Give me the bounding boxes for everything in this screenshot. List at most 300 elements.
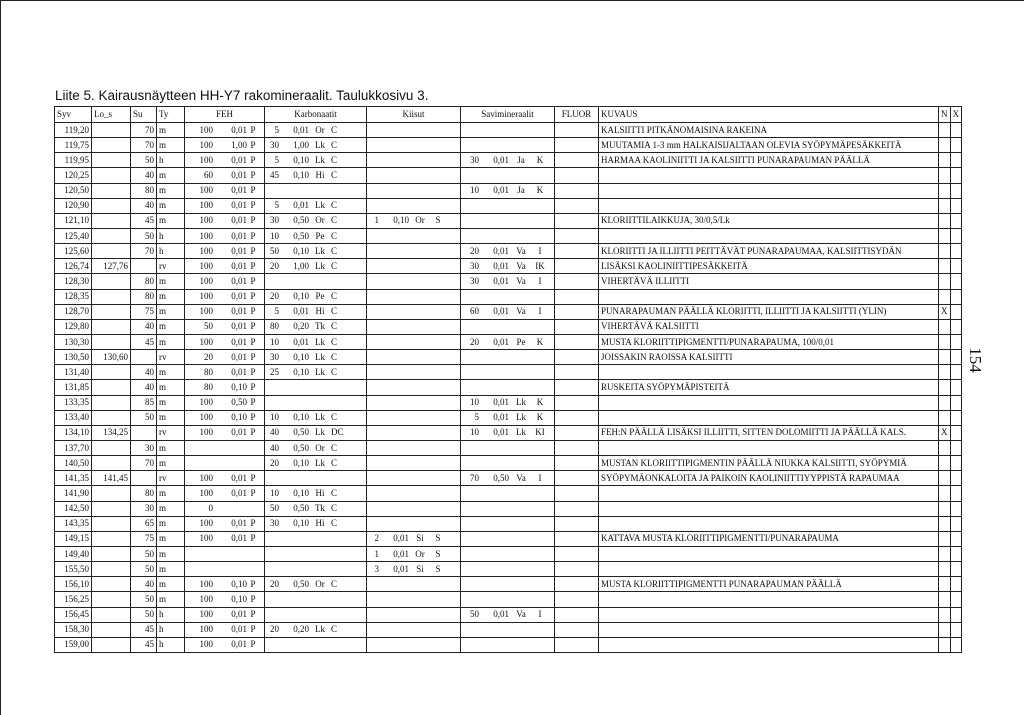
cell-ty: m [157,456,185,471]
cell-syv: 128,30 [55,274,92,289]
cell-x [950,319,962,334]
cell-savimineraalit [461,168,555,183]
karb-thickness: 0,10 [293,169,309,180]
savi-amount: 30 [470,275,479,286]
feh-amount: 100 [199,124,213,135]
cell-ty: m [157,577,185,592]
cell-syv: 120,90 [55,198,92,213]
karb-amount: 30 [270,351,279,362]
savi-form: Va [516,260,526,271]
cell-kuvaus: LISÄKSI KAOLINIITTIPESÄKKEITÄ [599,259,939,274]
feh-amount: 100 [199,306,213,317]
savi-type: K [536,154,544,165]
feh-unit: P [250,215,256,226]
cell-su: 30 [131,501,157,516]
karb-form: Lk [315,412,325,423]
cell-x [950,622,962,637]
cell-su: 40 [131,577,157,592]
cell-feh [185,471,265,486]
cell-fluor [555,319,599,334]
feh-amount: 100 [199,593,213,604]
savi-amount: 10 [470,427,479,438]
cell-fluor [555,123,599,138]
cell-karbonaatit [265,153,367,168]
cell-karbonaatit [265,228,367,243]
cell-ty: h [157,607,185,622]
cell-feh [185,546,265,561]
karb-thickness: 0,01 [293,336,309,347]
cell-los [92,138,131,153]
cell-los [92,622,131,637]
savi-type: K [536,185,544,196]
cell-x [950,274,962,289]
feh-amount: 100 [199,215,213,226]
cell-fluor [555,546,599,561]
cell-savimineraalit [461,425,555,440]
cell-los [92,228,131,243]
cell-kiisut [367,365,461,380]
feh-amount: 100 [199,275,213,286]
col-header-su: Su [131,107,157,123]
cell-karbonaatit [265,289,367,304]
feh-amount: 100 [199,230,213,241]
cell-kuvaus: KLORIITTILAIKKUJA, 30/0,5/Lk [599,213,939,228]
cell-savimineraalit [461,516,555,531]
cell-kiisut [367,577,461,592]
cell-syv: 156,10 [55,577,92,592]
cell-fluor [555,259,599,274]
cell-karbonaatit [265,531,367,546]
cell-syv: 125,40 [55,228,92,243]
karb-thickness: 0,10 [293,487,309,498]
cell-ty: m [157,334,185,349]
cell-syv: 133,40 [55,410,92,425]
cell-feh [185,153,265,168]
karb-form: Lk [315,351,325,362]
cell-kuvaus [599,365,939,380]
cell-los [92,440,131,455]
cell-x [950,153,962,168]
cell-ty: m [157,213,185,228]
feh-unit: P [250,260,256,271]
cell-x [950,138,962,153]
cell-los [92,304,131,319]
karb-amount: 50 [270,245,279,256]
karb-form: Lk [315,260,325,271]
cell-savimineraalit [461,350,555,365]
savi-thickness: 0,01 [493,412,509,423]
karb-type: DC [331,427,344,438]
cell-los [92,153,131,168]
savi-amount: 10 [470,397,479,408]
karb-type: C [331,336,338,347]
cell-su [131,471,157,486]
cell-fluor [555,380,599,395]
cell-los [92,592,131,607]
feh-amount: 0 [208,503,213,514]
cell-kuvaus [599,440,939,455]
cell-kiisut [367,198,461,213]
feh-amount: 100 [199,200,213,211]
feh-thickness: 0,01 [231,215,247,226]
cell-los [92,183,131,198]
cell-feh [185,607,265,622]
cell-su: 75 [131,531,157,546]
savi-type: KI [535,427,545,438]
cell-karbonaatit [265,123,367,138]
karb-type: C [331,351,338,362]
cell-los [92,531,131,546]
karb-amount: 20 [270,291,279,302]
savi-form: Lk [516,427,526,438]
feh-unit: P [250,639,256,650]
scan-border-left [0,0,1,715]
cell-savimineraalit [461,546,555,561]
savi-type: IK [535,260,545,271]
cell-karbonaatit [265,365,367,380]
karb-thickness: 0,10 [293,412,309,423]
karb-amount: 40 [270,442,279,453]
cell-feh [185,274,265,289]
cell-feh [185,228,265,243]
cell-karbonaatit [265,440,367,455]
feh-unit: P [250,275,256,286]
feh-unit: P [250,609,256,620]
feh-thickness: 0,01 [231,427,247,438]
cell-kiisut [367,562,461,577]
cell-savimineraalit [461,380,555,395]
cell-feh [185,213,265,228]
cell-karbonaatit [265,577,367,592]
cell-x [950,607,962,622]
savi-form: Va [516,306,526,317]
cell-kiisut [367,168,461,183]
karb-form: Lk [315,139,325,150]
feh-unit: P [250,306,256,317]
savi-amount: 30 [470,154,479,165]
cell-fluor [555,304,599,319]
cell-syv: 129,80 [55,319,92,334]
feh-amount: 100 [199,609,213,620]
karb-type: C [331,245,338,256]
cell-ty: m [157,395,185,410]
savi-amount: 60 [470,306,479,317]
feh-amount: 20 [204,351,213,362]
cell-kuvaus: SYÖPYMÄONKALOITA JA PAIKOIN KAOLINIITTIYYPPISTÄ RAPAUMAA [599,471,939,486]
karb-thickness: 0,50 [293,503,309,514]
table-row [55,244,962,259]
cell-los [92,637,131,652]
cell-savimineraalit [461,153,555,168]
feh-unit: P [250,291,256,302]
cell-karbonaatit [265,138,367,153]
cell-kuvaus: KALSIITTI PITKÄNOMAISINA RAKEINA [599,123,939,138]
cell-syv: 121,10 [55,213,92,228]
karb-thickness: 0,10 [293,154,309,165]
cell-syv: 128,35 [55,289,92,304]
savi-thickness: 0,01 [493,397,509,408]
cell-syv: 143,35 [55,516,92,531]
savi-amount: 20 [470,245,479,256]
kiis-amount: 3 [374,563,379,574]
karb-thickness: 1,00 [293,260,309,271]
feh-amount: 80 [204,381,213,392]
cell-feh [185,531,265,546]
karb-form: Lk [315,245,325,256]
cell-los [92,168,131,183]
cell-x [950,637,962,652]
feh-amount: 100 [199,185,213,196]
feh-thickness: 0,01 [231,366,247,377]
cell-n: X [939,425,951,440]
cell-feh [185,168,265,183]
cell-n [939,410,951,425]
feh-thickness: 0,01 [231,245,247,256]
cell-ty: m [157,138,185,153]
feh-thickness: 0,01 [231,624,247,635]
karb-type: C [331,139,338,150]
col-header-los: Lo_s [92,107,131,123]
savi-thickness: 0,01 [493,609,509,620]
cell-ty: m [157,198,185,213]
cell-karbonaatit [265,213,367,228]
feh-unit: P [250,518,256,529]
cell-x [950,350,962,365]
cell-ty: rv [157,350,185,365]
table-row [55,334,962,349]
karb-amount: 5 [274,306,279,317]
karb-thickness: 0,20 [293,321,309,332]
table-row [55,456,962,471]
cell-syv: 159,00 [55,637,92,652]
karb-form: Lk [315,366,325,377]
cell-syv: 149,40 [55,546,92,561]
karb-type: C [331,215,338,226]
karb-amount: 5 [274,200,279,211]
cell-syv: 125,60 [55,244,92,259]
col-header-kiisut: Kiisut [367,107,461,123]
table-row [55,486,962,501]
cell-x [950,228,962,243]
cell-los [92,607,131,622]
table-row [55,531,962,546]
cell-x [950,456,962,471]
savi-type: I [538,275,542,286]
karb-thickness: 0,01 [293,306,309,317]
cell-su: 85 [131,395,157,410]
cell-ty: m [157,304,185,319]
cell-n [939,350,951,365]
feh-unit: P [250,381,256,392]
cell-ty: h [157,622,185,637]
cell-fluor [555,516,599,531]
cell-su: 80 [131,289,157,304]
feh-amount: 100 [199,139,213,150]
cell-su: 50 [131,228,157,243]
cell-feh [185,516,265,531]
cell-feh [185,410,265,425]
cell-fluor [555,198,599,213]
feh-thickness: 0,10 [231,578,247,589]
karb-amount: 30 [270,215,279,226]
cell-kiisut [367,153,461,168]
mineral-table [54,106,962,653]
cell-los: 141,45 [92,471,131,486]
karb-thickness: 0,10 [293,245,309,256]
karb-thickness: 0,01 [293,200,309,211]
cell-x [950,334,962,349]
cell-syv: 142,50 [55,501,92,516]
cell-fluor [555,153,599,168]
cell-n [939,123,951,138]
cell-syv: 119,20 [55,123,92,138]
cell-kuvaus: VIHERTÄVÄ KALSIITTI [599,319,939,334]
cell-syv: 131,85 [55,380,92,395]
savi-form: Va [516,275,526,286]
cell-savimineraalit [461,319,555,334]
cell-ty: m [157,440,185,455]
cell-savimineraalit [461,334,555,349]
savi-form: Va [516,245,526,256]
karb-type: C [331,518,338,529]
cell-x [950,516,962,531]
savi-form: Lk [516,412,526,423]
table-row [55,153,962,168]
cell-kiisut [367,440,461,455]
cell-los [92,456,131,471]
savi-type: I [538,245,542,256]
savi-amount: 5 [474,412,479,423]
cell-su: 40 [131,168,157,183]
feh-amount: 80 [204,366,213,377]
feh-amount: 100 [199,245,213,256]
table-row [55,259,962,274]
karb-amount: 30 [270,139,279,150]
savi-thickness: 0,01 [493,336,509,347]
feh-unit: P [250,139,256,150]
cell-ty: m [157,410,185,425]
karb-form: Hi [315,518,325,529]
cell-ty: m [157,486,185,501]
feh-unit: P [250,321,256,332]
karb-amount: 20 [270,457,279,468]
karb-type: C [331,442,338,453]
cell-ty: m [157,501,185,516]
karb-form: Or [315,442,325,453]
cell-kuvaus [599,516,939,531]
karb-type: C [331,366,338,377]
kiis-type: S [435,563,441,574]
table-row [55,198,962,213]
savi-type: K [536,412,544,423]
table-row [55,365,962,380]
cell-kuvaus: VIHERTÄVÄ ILLIITTI [599,274,939,289]
cell-syv: 137,70 [55,440,92,455]
cell-n [939,516,951,531]
karb-amount: 10 [270,487,279,498]
karb-thickness: 0,10 [293,457,309,468]
cell-feh [185,350,265,365]
cell-los [92,486,131,501]
cell-feh [185,138,265,153]
karb-form: Lk [315,624,325,635]
cell-n [939,577,951,592]
cell-feh [185,380,265,395]
cell-su: 75 [131,304,157,319]
cell-kiisut [367,138,461,153]
cell-su: 80 [131,486,157,501]
cell-n [939,501,951,516]
cell-ty: m [157,319,185,334]
cell-los [92,244,131,259]
cell-los [92,501,131,516]
kiis-amount: 2 [374,533,379,544]
cell-syv: 149,15 [55,531,92,546]
cell-su: 80 [131,183,157,198]
cell-kiisut [367,425,461,440]
cell-n [939,319,951,334]
cell-fluor [555,365,599,380]
table-row [55,562,962,577]
karb-amount: 20 [270,578,279,589]
cell-kuvaus [599,289,939,304]
cell-n [939,138,951,153]
feh-amount: 100 [199,518,213,529]
cell-syv: 156,45 [55,607,92,622]
feh-thickness: 0,01 [231,169,247,180]
feh-amount: 100 [199,260,213,271]
cell-karbonaatit [265,637,367,652]
cell-feh [185,244,265,259]
karb-thickness: 0,10 [293,366,309,377]
cell-syv: 155,50 [55,562,92,577]
cell-los [92,546,131,561]
table-row [55,501,962,516]
cell-los [92,213,131,228]
cell-savimineraalit [461,456,555,471]
cell-kiisut [367,319,461,334]
cell-savimineraalit [461,592,555,607]
feh-amount: 100 [199,397,213,408]
table-row [55,516,962,531]
cell-fluor [555,350,599,365]
feh-unit: P [250,200,256,211]
cell-x [950,183,962,198]
cell-su: 70 [131,138,157,153]
feh-unit: P [250,185,256,196]
karb-amount: 50 [270,503,279,514]
karb-type: C [331,154,338,165]
cell-kuvaus [599,562,939,577]
cell-syv: 128,70 [55,304,92,319]
cell-kuvaus: KLORIITTI JA ILLIITTI PEITTÄVÄT PUNARAPAUMAA, KALSIITTISYDÄN [599,244,939,259]
feh-amount: 100 [199,154,213,165]
cell-n [939,153,951,168]
cell-kuvaus: MUSTA KLORIITTIPIGMENTTI/PUNARAPAUMA, 100/0,01 [599,334,939,349]
cell-feh [185,501,265,516]
cell-n [939,546,951,561]
cell-su: 50 [131,546,157,561]
cell-feh [185,440,265,455]
savi-amount: 70 [470,472,479,483]
kiis-form: Or [415,548,425,559]
cell-kiisut [367,244,461,259]
cell-savimineraalit [461,410,555,425]
cell-karbonaatit [265,592,367,607]
karb-type: C [331,457,338,468]
karb-thickness: 0,01 [293,124,309,135]
cell-syv: 140,50 [55,456,92,471]
